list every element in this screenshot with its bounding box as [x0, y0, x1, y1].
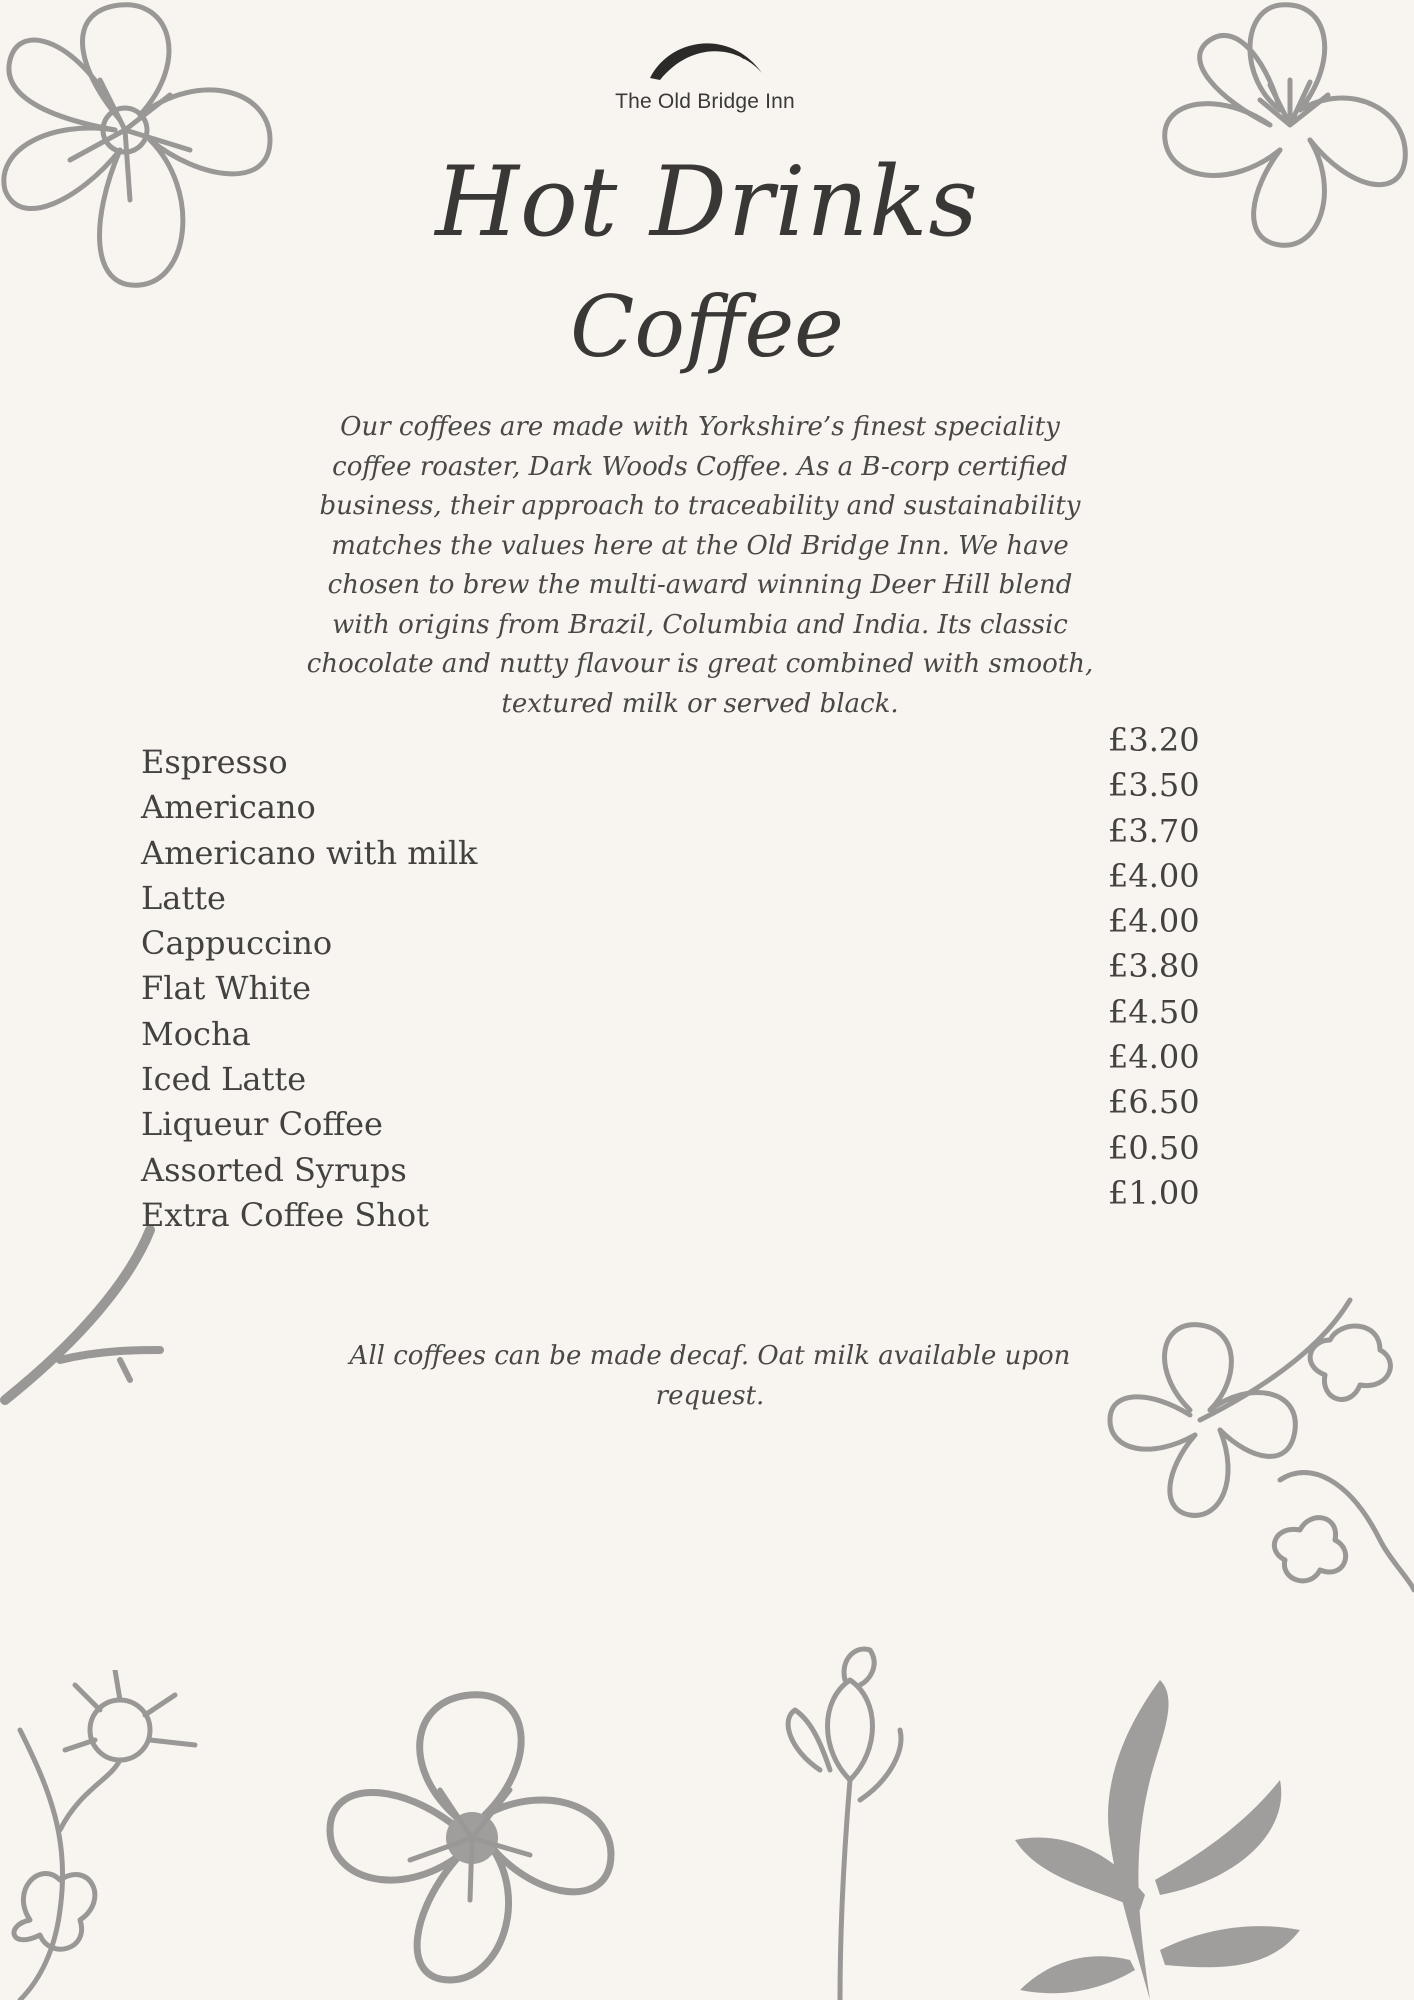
- branch-illustration-left: [0, 1220, 170, 1420]
- menu-item-name: Cappuccino: [141, 924, 333, 963]
- menu-item-list: [141, 740, 477, 1238]
- logo-swoosh-icon: [640, 28, 770, 88]
- leaf-illustration-bottom-right: [1010, 1680, 1310, 2000]
- menu-item-price: £6.50: [1108, 1083, 1200, 1122]
- menu-item-price: £4.00: [1108, 1038, 1200, 1077]
- menu-item-name: Americano with milk: [141, 833, 478, 872]
- menu-item-name: Espresso: [141, 743, 288, 781]
- flower-illustration-bottom-left: [0, 1670, 220, 2000]
- menu-item-name: Mocha: [141, 1014, 251, 1053]
- menu-item-name: Iced Latte: [141, 1060, 307, 1099]
- menu-item-name: Liqueur Coffee: [141, 1105, 383, 1144]
- intro-paragraph: Our coffees are made with Yorkshire’s finest speciality coffee roaster, Dark Woods Coffee. As a B-corp certified business, their approach to traceability and sustainability matches the values here at the Old Bridge Inn. We have chosen to brew the multi-award winning Deer Hill blend with origins from Brazil, Columbia and India. Its classic chocolate and nutty flavour is great combined with smooth, textured milk or served black.: [306, 412, 1094, 719]
- menu-price-list: [1108, 718, 1200, 1216]
- menu-item-price: £0.50: [1108, 1128, 1200, 1167]
- menu-item-name: Extra Coffee Shot: [141, 1195, 429, 1234]
- menu-item-price: £3.20: [1108, 721, 1200, 759]
- menu-item-price: £3.50: [1108, 766, 1200, 805]
- menu-item-price: £4.50: [1108, 992, 1200, 1031]
- page-title: Hot Drinks: [435, 146, 979, 258]
- menu-item-price: £3.80: [1108, 947, 1200, 986]
- menu-item-price: £4.00: [1108, 856, 1200, 895]
- menu-item-name: Latte: [141, 878, 226, 917]
- flower-illustration-right: [1080, 1280, 1414, 1620]
- logo-text: The Old Bridge Inn: [615, 90, 795, 113]
- logo: [560, 28, 850, 114]
- menu-item-name: Assorted Syrups: [141, 1150, 407, 1189]
- menu-item-name: Americano: [141, 788, 316, 827]
- bud-illustration-bottom: [760, 1640, 920, 2000]
- flower-illustration-bottom-center: [310, 1680, 640, 2000]
- menu-item-name: Flat White: [141, 969, 312, 1008]
- menu-item-price: £4.00: [1108, 902, 1200, 941]
- footnote: All coffees can be made decaf. Oat milk available upon request.: [349, 1341, 1071, 1411]
- menu-item-price: £1.00: [1108, 1173, 1200, 1212]
- menu-item-price: £3.70: [1108, 811, 1200, 850]
- section-title: Coffee: [570, 278, 844, 376]
